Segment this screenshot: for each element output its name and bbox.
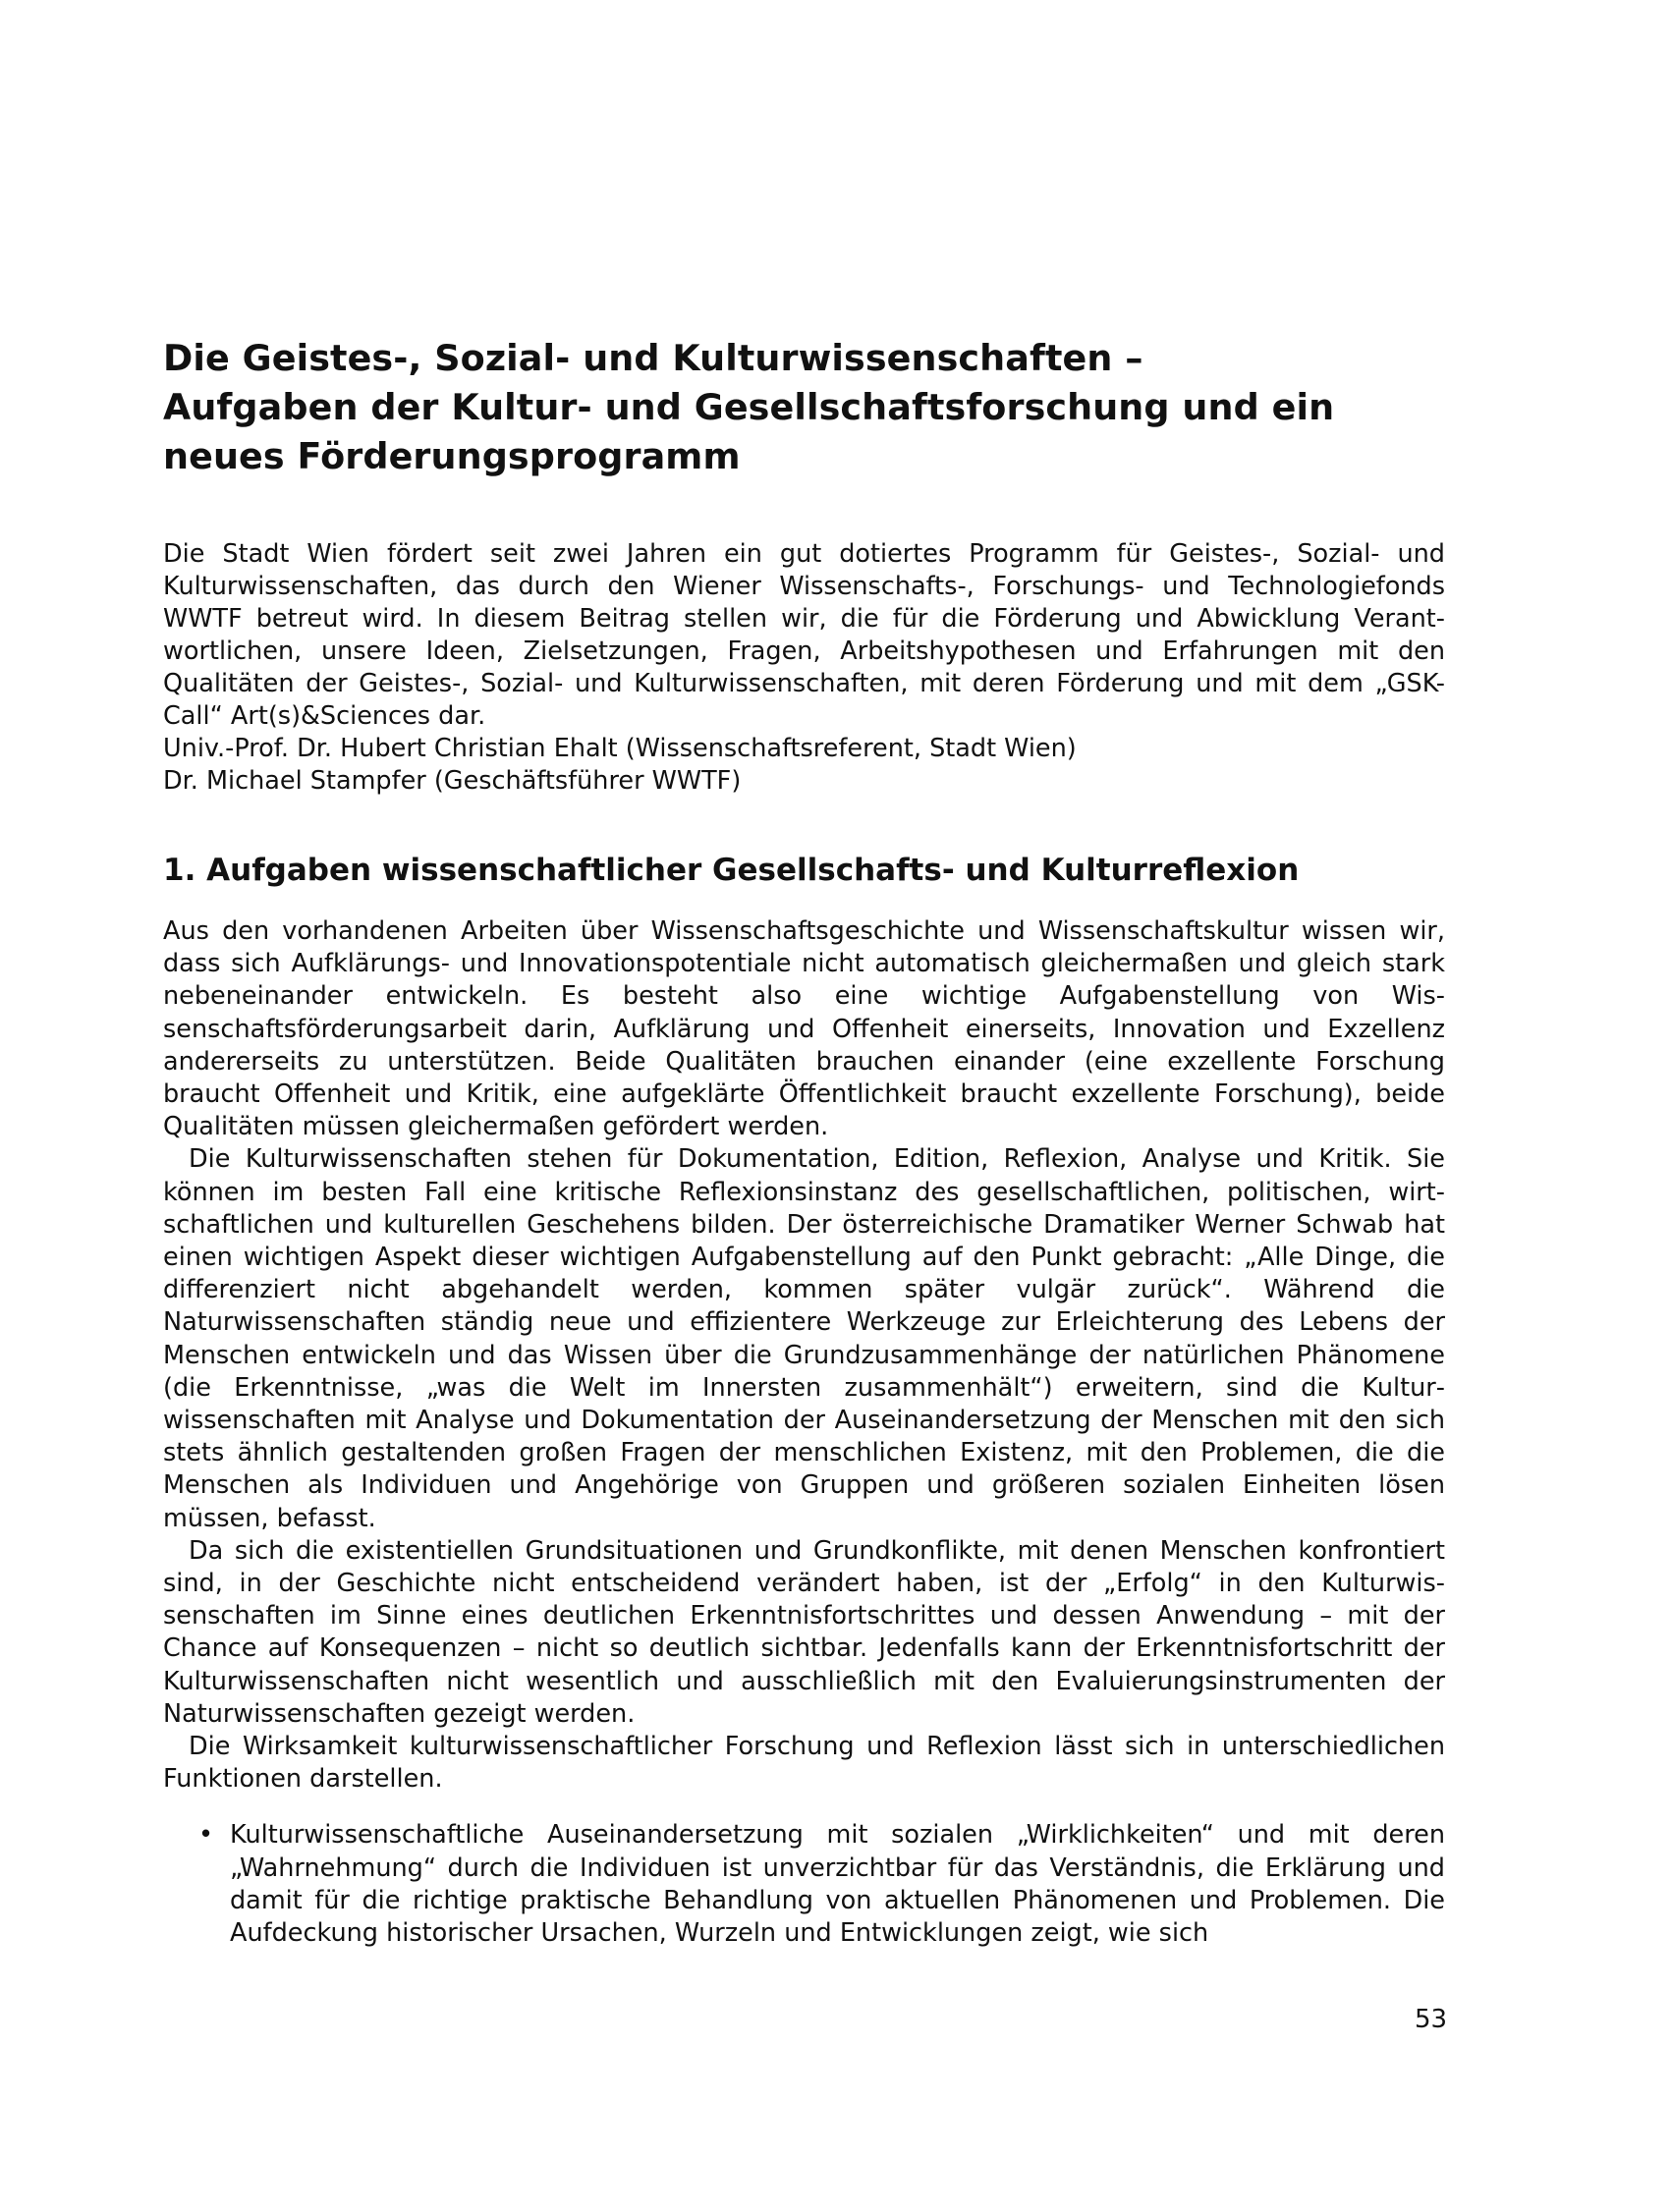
page-number: 53: [1415, 2005, 1448, 2034]
body-paragraph-1: Aus den vorhandenen Arbeiten über Wissenschaftsgeschichte und Wissenschaftskultur wissen wir, dass sich Aufklärungs- und Innovationspotentiale nicht automatisch gleichermaßen und gleich stark nebeneinander entwickeln. Es besteht also eine wichtige Aufgabenstellung von Wissenschaftsförderungsarbeit darin, Aufklärung und Offenheit einerseits, Innovation und Exzellenz andererseits zu unterstützen. Beide Qualitäten brauchen einander (eine exzellente Forschung braucht Offenheit und Kritik, eine aufgeklärte Öffentlichkeit braucht exzellente Forschung), beide Qualitäten müssen gleichermaßen gefördert werden.: [163, 916, 1445, 1142]
section-heading: 1. Aufgaben wissenschaftlicher Gesellschafts- und Kulturreflexion: [163, 853, 1300, 888]
bullet-icon: •: [198, 1820, 214, 1851]
section-body: [163, 915, 1445, 1796]
intro-block: [163, 538, 1445, 798]
list-item: [163, 1819, 1445, 1950]
body-paragraph-4: Die Wirksamkeit kulturwissenschaftlicher Forschung und Reflexion lässt sich in unterschiedlichen Funktionen darstellen.: [163, 1732, 1445, 1795]
bullet-list: [163, 1819, 1445, 1950]
body-paragraph-2: Die Kulturwissenschaften stehen für Dokumentation, Edition, Reflexion, Analyse und Kritik. Sie können im besten Fall eine kritische Reflexionsinstanz des gesellschaftlichen, politischen, wirtschaftlichen und kulturellen Geschehens bilden. Der österreichische Dramatiker Werner Schwab hat einen wichtigen Aspekt dieser wichtigen Aufgabenstellung auf den Punkt gebracht: „Alle Dinge, die differenziert nicht abgehandelt werden, kommen später vulgär zurück“. Während die Naturwissenschaften ständig neue und effizientere Werkzeuge zur Erleichterung des Lebens der Menschen entwickeln und das Wissen über die Grundzusammenhänge der natürlichen Phänomene (die Erkenntnisse, „was die Welt im Innersten zusammenhält“) erweitern, sind die Kulturwissenschaften mit Analyse und Dokumentation der Auseinandersetzung der Menschen mit den sich stets ähnlich gestaltenden großen Fragen der menschlichen Existenz, mit den Problemen, die die Menschen als Individuen und Angehörige von Gruppen und größeren sozialen Einheiten lösen müssen, befasst.: [163, 1144, 1445, 1533]
document-page: [163, 334, 1445, 1950]
author-line-1: Univ.-Prof. Dr. Hubert Christian Ehalt (Wissenschaftsreferent, Stadt Wien): [163, 734, 1077, 763]
list-item-text: Kulturwissenschaftliche Auseinandersetzung mit sozialen „Wirklichkeiten“ und mit deren „Wahrnehmung“ durch die Individuen ist unverzichtbar für das Verständnis, die Erklärung und damit für die richtige praktische Behandlung von aktuellen Phänomenen und Problemen. Die Aufdeckung historischer Ursachen, Wurzeln und Entwicklungen zeigt, wie sich: [230, 1820, 1445, 1949]
author-line-2: Dr. Michael Stampfer (Geschäftsführer WWTF): [163, 766, 742, 796]
intro-paragraph: Die Stadt Wien fördert seit zwei Jahren ein gut dotiertes Programm für Geistes-, Sozial- und Kulturwissenschaften, das durch den Wiener Wissenschafts-, Forschungs- und Technologiefonds WWTF betreut wird. In diesem Beitrag stellen wir, die für die Förderung und Abwicklung Verantwortlichen, unsere Ideen, Zielsetzungen, Fragen, Arbeitshypothesen und Erfahrungen mit den Qualitäten der Geistes-, Sozial- und Kulturwissenschaften, mit deren Förderung und mit dem „GSK-Call“ Art(s)&Sciences dar.: [163, 539, 1445, 731]
body-paragraph-3: Da sich die existentiellen Grundsituationen und Grundkonflikte, mit denen Menschen konfrontiert sind, in der Geschichte nicht entscheidend verändert haben, ist der „Erfolg“ in den Kulturwissenschaften im Sinne eines deutlichen Erkenntnisfortschrittes und dessen Anwendung – mit der Chance auf Konsequenzen – nicht so deutlich sichtbar. Jedenfalls kann der Erkenntnisfortschritt der Kulturwissenschaften nicht wesentlich und ausschließlich mit den Evaluierungsinstrumenten der Naturwissenschaften gezeigt werden.: [163, 1535, 1445, 1729]
title-line-1: Die Geistes-, Sozial- und Kulturwissenschaften –: [163, 337, 1143, 379]
title-line-2: Aufgaben der Kultur- und Gesellschaftsforschung und ein: [163, 386, 1335, 428]
document-title: [163, 334, 1445, 481]
title-line-3: neues Förderungsprogramm: [163, 435, 741, 477]
